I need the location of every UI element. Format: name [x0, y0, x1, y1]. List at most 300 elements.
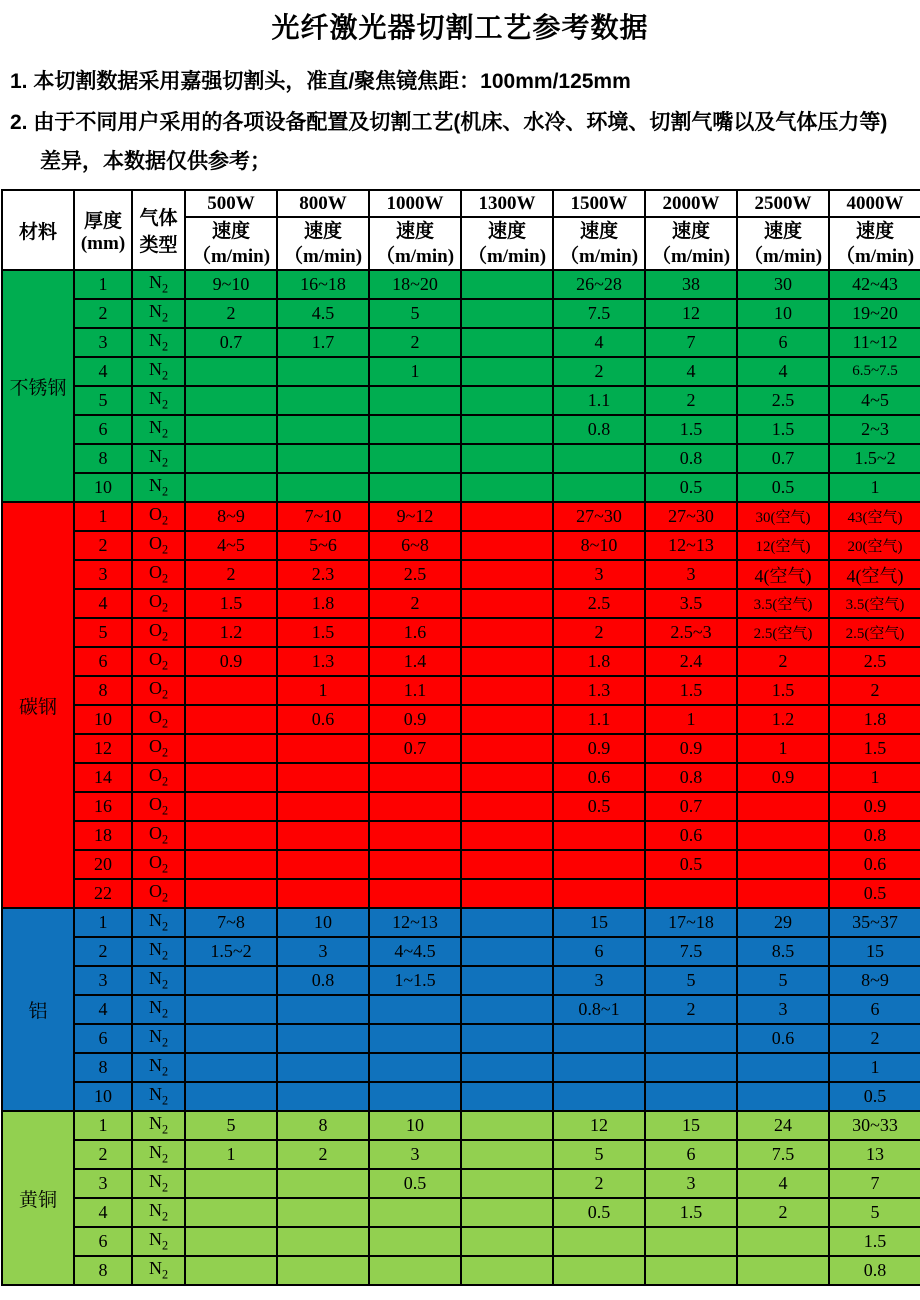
- speed-cell: [461, 879, 553, 908]
- speed-cell: [277, 1082, 369, 1111]
- speed-cell: 1: [185, 1140, 277, 1169]
- speed-cell: [185, 995, 277, 1024]
- speed-cell: [277, 1227, 369, 1256]
- speed-cell: 5: [829, 1198, 920, 1227]
- thickness-cell: 20: [74, 850, 132, 879]
- material-cell: 不锈钢: [2, 270, 74, 502]
- speed-cell: [737, 1082, 829, 1111]
- header-speed: 速度 （m/min): [645, 217, 737, 270]
- speed-cell: 4~5: [829, 386, 920, 415]
- speed-cell: [645, 1227, 737, 1256]
- speed-cell: [185, 415, 277, 444]
- table-row: [2, 299, 920, 328]
- thickness-cell: 2: [74, 1140, 132, 1169]
- speed-cell: 1: [645, 705, 737, 734]
- speed-cell: [369, 1256, 461, 1285]
- speed-cell: [369, 792, 461, 821]
- speed-cell: 1.5: [737, 676, 829, 705]
- speed-cell: 2~3: [829, 415, 920, 444]
- table-row: [2, 560, 920, 589]
- speed-cell: 8: [277, 1111, 369, 1140]
- speed-cell: [461, 1053, 553, 1082]
- speed-cell: 0.9: [645, 734, 737, 763]
- speed-cell: [185, 792, 277, 821]
- material-cell: 碳钢: [2, 502, 74, 908]
- thickness-cell: 22: [74, 879, 132, 908]
- speed-cell: 3: [277, 937, 369, 966]
- speed-cell: 1.3: [277, 647, 369, 676]
- speed-cell: [369, 850, 461, 879]
- speed-cell: 4: [737, 1169, 829, 1198]
- speed-cell: 0.5: [645, 473, 737, 502]
- speed-cell: 15: [829, 937, 920, 966]
- speed-cell: 7.5: [645, 937, 737, 966]
- thickness-cell: 1: [74, 1111, 132, 1140]
- speed-cell: [461, 1169, 553, 1198]
- speed-cell: 1.4: [369, 647, 461, 676]
- speed-cell: 3: [737, 995, 829, 1024]
- gas-cell: $N_2$: [132, 995, 185, 1024]
- speed-cell: [461, 1082, 553, 1111]
- speed-cell: 5~6: [277, 531, 369, 560]
- speed-cell: [185, 821, 277, 850]
- speed-cell: [369, 473, 461, 502]
- speed-cell: 1.7: [277, 328, 369, 357]
- speed-cell: [461, 1198, 553, 1227]
- table-row: [2, 792, 920, 821]
- speed-cell: [461, 705, 553, 734]
- speed-cell: 7~8: [185, 908, 277, 937]
- table-row: [2, 647, 920, 676]
- gas-cell: $N_2$: [132, 444, 185, 473]
- speed-cell: [553, 1227, 645, 1256]
- speed-cell: 0.5: [737, 473, 829, 502]
- speed-cell: [737, 850, 829, 879]
- thickness-cell: 6: [74, 1227, 132, 1256]
- header-power-1300W: 1300W: [461, 190, 553, 217]
- gas-cell: $N_2$: [132, 908, 185, 937]
- speed-cell: [645, 1053, 737, 1082]
- speed-cell: 42~43: [829, 270, 920, 299]
- table-body: [2, 270, 920, 1285]
- speed-cell: 6: [645, 1140, 737, 1169]
- speed-cell: [185, 1169, 277, 1198]
- speed-cell: 0.8: [645, 444, 737, 473]
- speed-cell: 12(空气): [737, 531, 829, 560]
- speed-cell: 3: [645, 560, 737, 589]
- thickness-cell: 10: [74, 705, 132, 734]
- speed-cell: [185, 444, 277, 473]
- speed-cell: 12: [645, 299, 737, 328]
- speed-cell: 18~20: [369, 270, 461, 299]
- thickness-cell: 1: [74, 908, 132, 937]
- gas-cell: $O_2$: [132, 647, 185, 676]
- thickness-cell: 4: [74, 995, 132, 1024]
- speed-cell: 7.5: [737, 1140, 829, 1169]
- speed-cell: [185, 473, 277, 502]
- speed-cell: 1.5: [737, 415, 829, 444]
- speed-cell: 0.8: [829, 1256, 920, 1285]
- speed-cell: 2.5: [829, 647, 920, 676]
- speed-cell: [277, 386, 369, 415]
- gas-cell: $O_2$: [132, 705, 185, 734]
- speed-cell: 1.3: [553, 676, 645, 705]
- gas-cell: $O_2$: [132, 763, 185, 792]
- header-row-power: [2, 190, 920, 217]
- gas-cell: $O_2$: [132, 821, 185, 850]
- speed-cell: 4: [645, 357, 737, 386]
- speed-cell: 30: [737, 270, 829, 299]
- speed-cell: [461, 502, 553, 531]
- table-row: [2, 531, 920, 560]
- gas-cell: $N_2$: [132, 1082, 185, 1111]
- speed-cell: [185, 1082, 277, 1111]
- thickness-cell: 2: [74, 531, 132, 560]
- thickness-cell: 3: [74, 328, 132, 357]
- gas-cell: $N_2$: [132, 1024, 185, 1053]
- speed-cell: 1.1: [369, 676, 461, 705]
- speed-cell: [461, 937, 553, 966]
- speed-cell: 0.5: [553, 1198, 645, 1227]
- speed-cell: 2: [645, 386, 737, 415]
- gas-cell: $O_2$: [132, 618, 185, 647]
- speed-cell: [645, 879, 737, 908]
- table-row: [2, 1256, 920, 1285]
- speed-cell: [185, 357, 277, 386]
- speed-cell: [461, 763, 553, 792]
- gas-cell: $O_2$: [132, 734, 185, 763]
- speed-cell: 6: [737, 328, 829, 357]
- gas-cell: $O_2$: [132, 850, 185, 879]
- speed-cell: 4(空气): [737, 560, 829, 589]
- speed-cell: 0.8: [829, 821, 920, 850]
- speed-cell: [461, 415, 553, 444]
- speed-cell: [553, 473, 645, 502]
- gas-cell: $N_2$: [132, 1256, 185, 1285]
- thickness-cell: 5: [74, 386, 132, 415]
- table-row: [2, 966, 920, 995]
- speed-cell: [461, 328, 553, 357]
- gas-cell: $N_2$: [132, 1053, 185, 1082]
- speed-cell: 4~5: [185, 531, 277, 560]
- speed-cell: [277, 763, 369, 792]
- speed-cell: 1.2: [737, 705, 829, 734]
- speed-cell: [461, 966, 553, 995]
- speed-cell: [737, 1227, 829, 1256]
- speed-cell: [369, 821, 461, 850]
- speed-cell: [369, 444, 461, 473]
- table-row: [2, 444, 920, 473]
- speed-cell: 20(空气): [829, 531, 920, 560]
- speed-cell: [461, 299, 553, 328]
- speed-cell: 2.5: [369, 560, 461, 589]
- table-row: [2, 995, 920, 1024]
- speed-cell: 2.5(空气): [737, 618, 829, 647]
- speed-cell: [737, 792, 829, 821]
- speed-cell: [277, 444, 369, 473]
- table-row: [2, 618, 920, 647]
- note-2: 2. 由于不同用户采用的各项设备配置及切割工艺(机床、水冷、环境、切割气嘴以及气体压力等)差异，本数据仅供参考；: [10, 111, 888, 173]
- material-cell: 黄铜: [2, 1111, 74, 1285]
- gas-cell: $O_2$: [132, 502, 185, 531]
- thickness-cell: 10: [74, 473, 132, 502]
- speed-cell: [369, 995, 461, 1024]
- speed-cell: 16~18: [277, 270, 369, 299]
- speed-cell: [185, 734, 277, 763]
- thickness-cell: 3: [74, 1169, 132, 1198]
- thickness-cell: 18: [74, 821, 132, 850]
- gas-cell: $N_2$: [132, 328, 185, 357]
- thickness-cell: 16: [74, 792, 132, 821]
- table-row: [2, 1227, 920, 1256]
- table-row: [2, 1198, 920, 1227]
- header-power-800W: 800W: [277, 190, 369, 217]
- speed-cell: [185, 1227, 277, 1256]
- header-power-1500W: 1500W: [553, 190, 645, 217]
- speed-cell: 0.7: [645, 792, 737, 821]
- speed-cell: 0.5: [645, 850, 737, 879]
- table-row: [2, 1140, 920, 1169]
- speed-cell: 4(空气): [829, 560, 920, 589]
- header-speed: 速度 （m/min): [185, 217, 277, 270]
- speed-cell: 15: [645, 1111, 737, 1140]
- gas-cell: $O_2$: [132, 676, 185, 705]
- thickness-cell: 6: [74, 415, 132, 444]
- speed-cell: 2.3: [277, 560, 369, 589]
- speed-cell: [277, 1169, 369, 1198]
- speed-cell: [553, 444, 645, 473]
- gas-cell: $N_2$: [132, 1169, 185, 1198]
- speed-cell: 0.7: [737, 444, 829, 473]
- table-row: [2, 1111, 920, 1140]
- speed-cell: [185, 1198, 277, 1227]
- speed-cell: 12~13: [645, 531, 737, 560]
- speed-cell: [277, 995, 369, 1024]
- speed-cell: 0.5: [829, 1082, 920, 1111]
- speed-cell: [185, 386, 277, 415]
- table-row: [2, 763, 920, 792]
- table-row: [2, 589, 920, 618]
- speed-cell: [461, 589, 553, 618]
- speed-cell: 35~37: [829, 908, 920, 937]
- header-speed: 速度 （m/min): [737, 217, 829, 270]
- speed-cell: 27~30: [645, 502, 737, 531]
- speed-cell: 8~9: [185, 502, 277, 531]
- gas-cell: $N_2$: [132, 1111, 185, 1140]
- speed-cell: [185, 1256, 277, 1285]
- speed-cell: 4: [553, 328, 645, 357]
- table-row: [2, 1024, 920, 1053]
- thickness-cell: 4: [74, 1198, 132, 1227]
- speed-cell: [277, 1024, 369, 1053]
- speed-cell: [461, 792, 553, 821]
- thickness-cell: 2: [74, 299, 132, 328]
- table-row: [2, 734, 920, 763]
- speed-cell: 3.5(空气): [829, 589, 920, 618]
- speed-cell: 2.4: [645, 647, 737, 676]
- speed-cell: [369, 1082, 461, 1111]
- speed-cell: 5: [185, 1111, 277, 1140]
- speed-cell: [737, 821, 829, 850]
- header-gas: 气体 类型: [132, 190, 185, 270]
- speed-cell: 5: [645, 966, 737, 995]
- speed-cell: [645, 1024, 737, 1053]
- speed-cell: [277, 357, 369, 386]
- speed-cell: [185, 676, 277, 705]
- speed-cell: 6: [829, 995, 920, 1024]
- speed-cell: 8.5: [737, 937, 829, 966]
- speed-cell: [461, 386, 553, 415]
- thickness-cell: 3: [74, 560, 132, 589]
- speed-cell: 4: [737, 357, 829, 386]
- speed-cell: 15: [553, 908, 645, 937]
- table-row: [2, 821, 920, 850]
- speed-cell: 1.5: [277, 618, 369, 647]
- speed-cell: 1.5: [829, 734, 920, 763]
- thickness-cell: 3: [74, 966, 132, 995]
- gas-cell: $N_2$: [132, 1227, 185, 1256]
- speed-cell: 2: [553, 618, 645, 647]
- speed-cell: 4~4.5: [369, 937, 461, 966]
- speed-cell: 7.5: [553, 299, 645, 328]
- speed-cell: [461, 444, 553, 473]
- speed-cell: 11~12: [829, 328, 920, 357]
- header-speed: 速度 （m/min): [277, 217, 369, 270]
- table-row: [2, 328, 920, 357]
- speed-cell: 1.6: [369, 618, 461, 647]
- speed-cell: [277, 821, 369, 850]
- speed-cell: 2: [553, 357, 645, 386]
- speed-cell: [737, 1256, 829, 1285]
- speed-cell: 0.8: [277, 966, 369, 995]
- speed-cell: 1.5: [185, 589, 277, 618]
- speed-cell: [369, 415, 461, 444]
- speed-cell: 2: [645, 995, 737, 1024]
- speed-cell: 1.1: [553, 705, 645, 734]
- speed-cell: [277, 879, 369, 908]
- speed-cell: [553, 821, 645, 850]
- speed-cell: [461, 734, 553, 763]
- speed-cell: 43(空气): [829, 502, 920, 531]
- speed-cell: [369, 1024, 461, 1053]
- speed-cell: 2: [369, 589, 461, 618]
- speed-cell: 2: [829, 1024, 920, 1053]
- speed-cell: [277, 1198, 369, 1227]
- table-row: [2, 1169, 920, 1198]
- table-row: [2, 705, 920, 734]
- speed-cell: [185, 966, 277, 995]
- speed-cell: 7: [645, 328, 737, 357]
- speed-cell: 0.5: [369, 1169, 461, 1198]
- gas-cell: $O_2$: [132, 531, 185, 560]
- speed-cell: 1: [277, 676, 369, 705]
- speed-cell: [461, 618, 553, 647]
- speed-cell: 3: [645, 1169, 737, 1198]
- speed-cell: 1: [829, 473, 920, 502]
- speed-cell: 0.9: [369, 705, 461, 734]
- speed-cell: [277, 1256, 369, 1285]
- speed-cell: 3.5(空气): [737, 589, 829, 618]
- speed-cell: 10: [369, 1111, 461, 1140]
- notes-block: [0, 62, 920, 181]
- speed-cell: [185, 850, 277, 879]
- speed-cell: 0.6: [737, 1024, 829, 1053]
- gas-cell: $O_2$: [132, 879, 185, 908]
- speed-cell: 2.5: [737, 386, 829, 415]
- gas-cell: $N_2$: [132, 1198, 185, 1227]
- speed-cell: [461, 1227, 553, 1256]
- speed-cell: 19~20: [829, 299, 920, 328]
- thickness-cell: 6: [74, 1024, 132, 1053]
- speed-cell: [185, 705, 277, 734]
- thickness-cell: 12: [74, 734, 132, 763]
- speed-cell: 1.5: [645, 415, 737, 444]
- table-row: [2, 879, 920, 908]
- speed-cell: 1: [737, 734, 829, 763]
- speed-cell: 2: [369, 328, 461, 357]
- speed-cell: [185, 1024, 277, 1053]
- speed-cell: [553, 1024, 645, 1053]
- table-row: [2, 473, 920, 502]
- gas-cell: $N_2$: [132, 937, 185, 966]
- speed-cell: 2: [829, 676, 920, 705]
- table-row: [2, 676, 920, 705]
- gas-cell: $N_2$: [132, 473, 185, 502]
- speed-cell: 12: [553, 1111, 645, 1140]
- speed-cell: 2.5: [553, 589, 645, 618]
- speed-cell: 8~9: [829, 966, 920, 995]
- speed-cell: 1.8: [277, 589, 369, 618]
- speed-cell: 0.8~1: [553, 995, 645, 1024]
- speed-cell: 1~1.5: [369, 966, 461, 995]
- page-title: 光纤激光器切割工艺参考数据: [271, 12, 649, 43]
- speed-cell: 1.1: [553, 386, 645, 415]
- speed-cell: [737, 879, 829, 908]
- speed-cell: 0.7: [185, 328, 277, 357]
- speed-cell: 7: [829, 1169, 920, 1198]
- speed-cell: 38: [645, 270, 737, 299]
- speed-cell: 1.5~2: [829, 444, 920, 473]
- table-row: [2, 502, 920, 531]
- speed-cell: [185, 763, 277, 792]
- speed-cell: [553, 1053, 645, 1082]
- thickness-cell: 6: [74, 647, 132, 676]
- gas-cell: $O_2$: [132, 560, 185, 589]
- gas-cell: $N_2$: [132, 1140, 185, 1169]
- thickness-cell: 8: [74, 444, 132, 473]
- speed-cell: 2: [737, 1198, 829, 1227]
- speed-cell: [737, 1053, 829, 1082]
- speed-cell: 6: [553, 937, 645, 966]
- table-row: [2, 1082, 920, 1111]
- speed-cell: 2: [185, 299, 277, 328]
- speed-cell: 0.6: [829, 850, 920, 879]
- table-row: [2, 937, 920, 966]
- thickness-cell: 10: [74, 1082, 132, 1111]
- speed-cell: 9~10: [185, 270, 277, 299]
- speed-cell: [461, 1024, 553, 1053]
- thickness-cell: 4: [74, 357, 132, 386]
- speed-cell: 1.8: [553, 647, 645, 676]
- speed-cell: 0.9: [185, 647, 277, 676]
- speed-cell: 1: [829, 763, 920, 792]
- speed-cell: 6~8: [369, 531, 461, 560]
- speed-cell: 0.6: [645, 821, 737, 850]
- speed-cell: [277, 734, 369, 763]
- header-material: 材料: [2, 190, 74, 270]
- speed-cell: [553, 850, 645, 879]
- speed-cell: 1: [829, 1053, 920, 1082]
